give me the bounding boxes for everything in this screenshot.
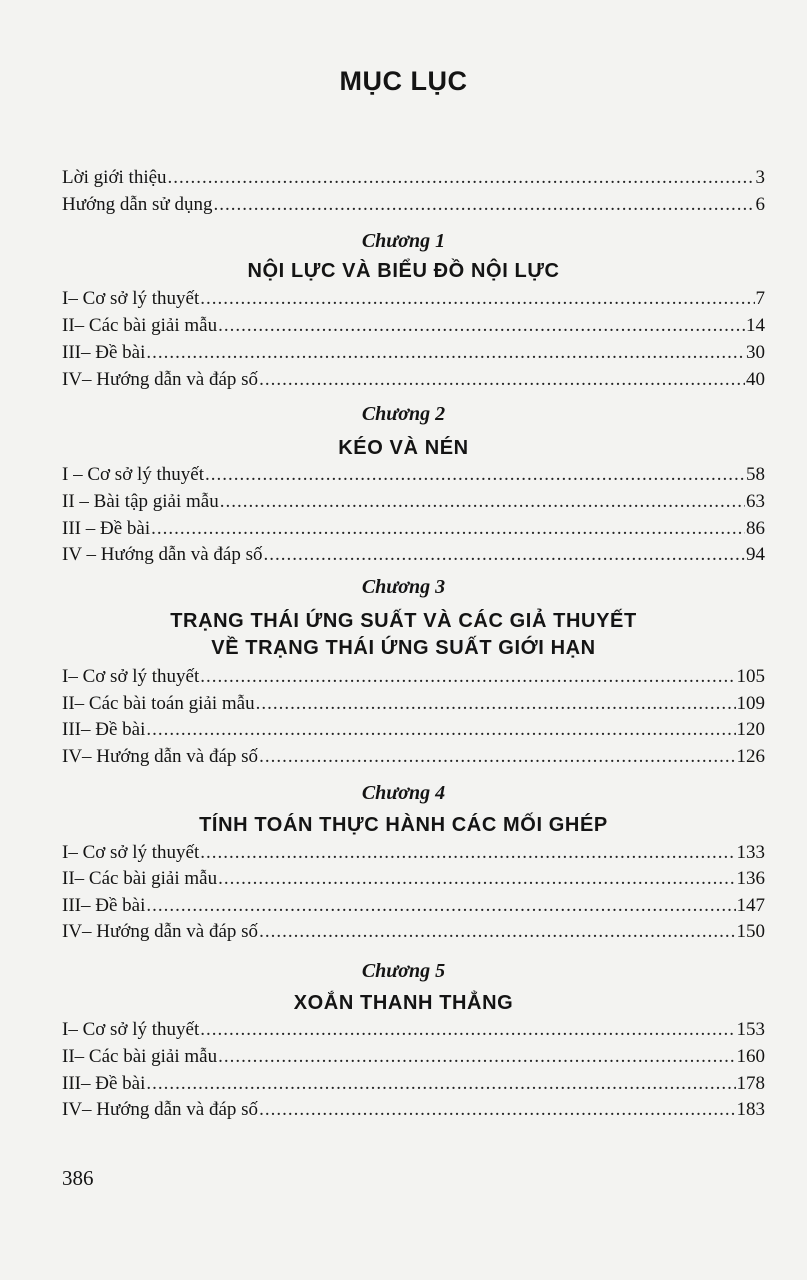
toc-entry-label: I– Cơ sở lý thuyết bbox=[62, 1019, 200, 1040]
toc-entry-page: 136 bbox=[736, 868, 765, 889]
chapter-title: XOẮN THANH THẲNG bbox=[293, 992, 514, 1014]
toc-entry-label: III– Đề bài bbox=[62, 342, 146, 363]
chapter-label: Chương 4 bbox=[361, 782, 446, 804]
toc-leader-dots bbox=[259, 367, 745, 393]
toc-entry[interactable] bbox=[62, 919, 765, 945]
toc-entry-label: II– Các bài giải mẫu bbox=[62, 1046, 218, 1067]
toc-entry-label: I– Cơ sở lý thuyết bbox=[62, 666, 200, 687]
toc-entry-page: 7 bbox=[755, 288, 765, 309]
toc-entry[interactable] bbox=[62, 1097, 765, 1123]
toc-entry-page: 14 bbox=[746, 315, 765, 336]
toc-entry[interactable] bbox=[62, 893, 765, 919]
chapter-title: KÉO VÀ NÉN bbox=[338, 437, 469, 459]
toc-entry[interactable] bbox=[62, 664, 765, 690]
toc-entry-label: Hướng dẫn sử dụng bbox=[62, 194, 213, 215]
toc-leader-dots bbox=[259, 1097, 735, 1123]
toc-entry[interactable] bbox=[62, 866, 765, 892]
toc-leader-dots bbox=[146, 893, 735, 919]
toc-entry[interactable] bbox=[62, 313, 765, 339]
toc-entry[interactable] bbox=[62, 1044, 765, 1070]
toc-entry-page: 30 bbox=[746, 342, 765, 363]
toc-entry-page: 109 bbox=[736, 693, 765, 714]
toc-leader-dots bbox=[200, 1017, 735, 1043]
toc-entry[interactable] bbox=[62, 462, 765, 488]
toc-entry-page: 160 bbox=[736, 1046, 765, 1067]
toc-leader-dots bbox=[205, 462, 745, 488]
toc-entry-label: III– Đề bài bbox=[62, 719, 146, 740]
page-title: MỤC LỤC bbox=[339, 66, 468, 96]
toc-entry-page: 133 bbox=[736, 842, 765, 863]
toc-entry[interactable] bbox=[62, 840, 765, 866]
toc-entry[interactable] bbox=[62, 516, 765, 542]
toc-entry-page: 40 bbox=[746, 369, 765, 390]
toc-entry[interactable] bbox=[62, 367, 765, 393]
toc-leader-dots bbox=[146, 717, 735, 743]
toc-entry-label: III – Đề bài bbox=[62, 518, 151, 539]
toc-leader-dots bbox=[168, 165, 755, 191]
chapter-title: NỘI LỰC VÀ BIỂU ĐỒ NỘI LỰC bbox=[247, 260, 560, 282]
toc-entry[interactable] bbox=[62, 1017, 765, 1043]
toc-leader-dots bbox=[220, 489, 745, 515]
toc-leader-dots bbox=[218, 1044, 735, 1070]
toc-entry-label: I– Cơ sở lý thuyết bbox=[62, 288, 200, 309]
toc-entry-label: II– Các bài toán giải mẫu bbox=[62, 693, 255, 714]
toc-entry[interactable] bbox=[62, 286, 765, 312]
toc-entry-label: IV– Hướng dẫn và đáp số bbox=[62, 746, 259, 767]
toc-leader-dots bbox=[218, 313, 745, 339]
toc-entry-page: 126 bbox=[736, 746, 765, 767]
toc-entry-page: 178 bbox=[736, 1073, 765, 1094]
chapter-title: TÍNH TOÁN THỰC HÀNH CÁC MỐI GHÉP bbox=[199, 814, 608, 836]
toc-leader-dots bbox=[151, 516, 745, 542]
toc-leader-dots bbox=[256, 691, 736, 717]
toc-entry-page: 86 bbox=[746, 518, 765, 539]
toc-leader-dots bbox=[218, 866, 735, 892]
toc-entry-page: 183 bbox=[736, 1099, 765, 1120]
toc-entry-page: 153 bbox=[736, 1019, 765, 1040]
toc-entry-page: 58 bbox=[746, 464, 765, 485]
toc-entry-label: II– Các bài giải mẫu bbox=[62, 315, 218, 336]
chapter-label: Chương 3 bbox=[361, 576, 446, 598]
toc-entry-page: 94 bbox=[746, 544, 765, 565]
toc-entry[interactable] bbox=[62, 717, 765, 743]
toc-entry-label: II– Các bài giải mẫu bbox=[62, 868, 218, 889]
toc-entry-page: 3 bbox=[755, 167, 765, 188]
toc-leader-dots bbox=[146, 1071, 735, 1097]
toc-entry-page: 63 bbox=[746, 491, 765, 512]
toc-leader-dots bbox=[213, 192, 754, 218]
toc-leader-dots bbox=[259, 919, 735, 945]
toc-entry[interactable] bbox=[62, 542, 765, 568]
toc-entry-label: III– Đề bài bbox=[62, 1073, 146, 1094]
chapter-label: Chương 1 bbox=[361, 230, 446, 252]
toc-entry-label: IV– Hướng dẫn và đáp số bbox=[62, 921, 259, 942]
toc-entry[interactable] bbox=[62, 340, 765, 366]
toc-entry-page: 6 bbox=[755, 194, 765, 215]
toc-entry[interactable] bbox=[62, 165, 765, 191]
chapter-title: VỀ TRẠNG THÁI ỨNG SUẤT GIỚI HẠN bbox=[211, 637, 596, 659]
toc-leader-dots bbox=[200, 840, 735, 866]
chapter-label: Chương 5 bbox=[361, 960, 446, 982]
toc-leader-dots bbox=[146, 340, 745, 366]
chapter-title: TRẠNG THÁI ỨNG SUẤT VÀ CÁC GIẢ THUYẾT bbox=[170, 610, 637, 632]
toc-leader-dots bbox=[263, 542, 745, 568]
toc-entry[interactable] bbox=[62, 744, 765, 770]
toc-entry-label: II – Bài tập giải mẫu bbox=[62, 491, 219, 512]
toc-entry[interactable] bbox=[62, 489, 765, 515]
toc-entry-label: III– Đề bài bbox=[62, 895, 146, 916]
toc-leader-dots bbox=[200, 664, 735, 690]
toc-entry-label: IV – Hướng dẫn và đáp số bbox=[62, 544, 263, 565]
toc-entry-page: 150 bbox=[736, 921, 765, 942]
toc-entry-label: I– Cơ sở lý thuyết bbox=[62, 842, 200, 863]
toc-entry[interactable] bbox=[62, 1071, 765, 1097]
toc-entry-label: I – Cơ sở lý thuyết bbox=[62, 464, 205, 485]
toc-entry[interactable] bbox=[62, 192, 765, 218]
toc-entry-label: IV– Hướng dẫn và đáp số bbox=[62, 1099, 259, 1120]
page-number: 386 bbox=[62, 1166, 94, 1190]
toc-entry-label: IV– Hướng dẫn và đáp số bbox=[62, 369, 259, 390]
toc-entry-page: 147 bbox=[736, 895, 765, 916]
toc-entry[interactable] bbox=[62, 691, 765, 717]
chapter-label: Chương 2 bbox=[361, 403, 446, 425]
toc-entry-page: 120 bbox=[736, 719, 765, 740]
toc-entry-label: Lời giới thiệu bbox=[62, 167, 167, 188]
toc-leader-dots bbox=[200, 286, 754, 312]
toc-leader-dots bbox=[259, 744, 735, 770]
toc-entry-page: 105 bbox=[736, 666, 765, 687]
